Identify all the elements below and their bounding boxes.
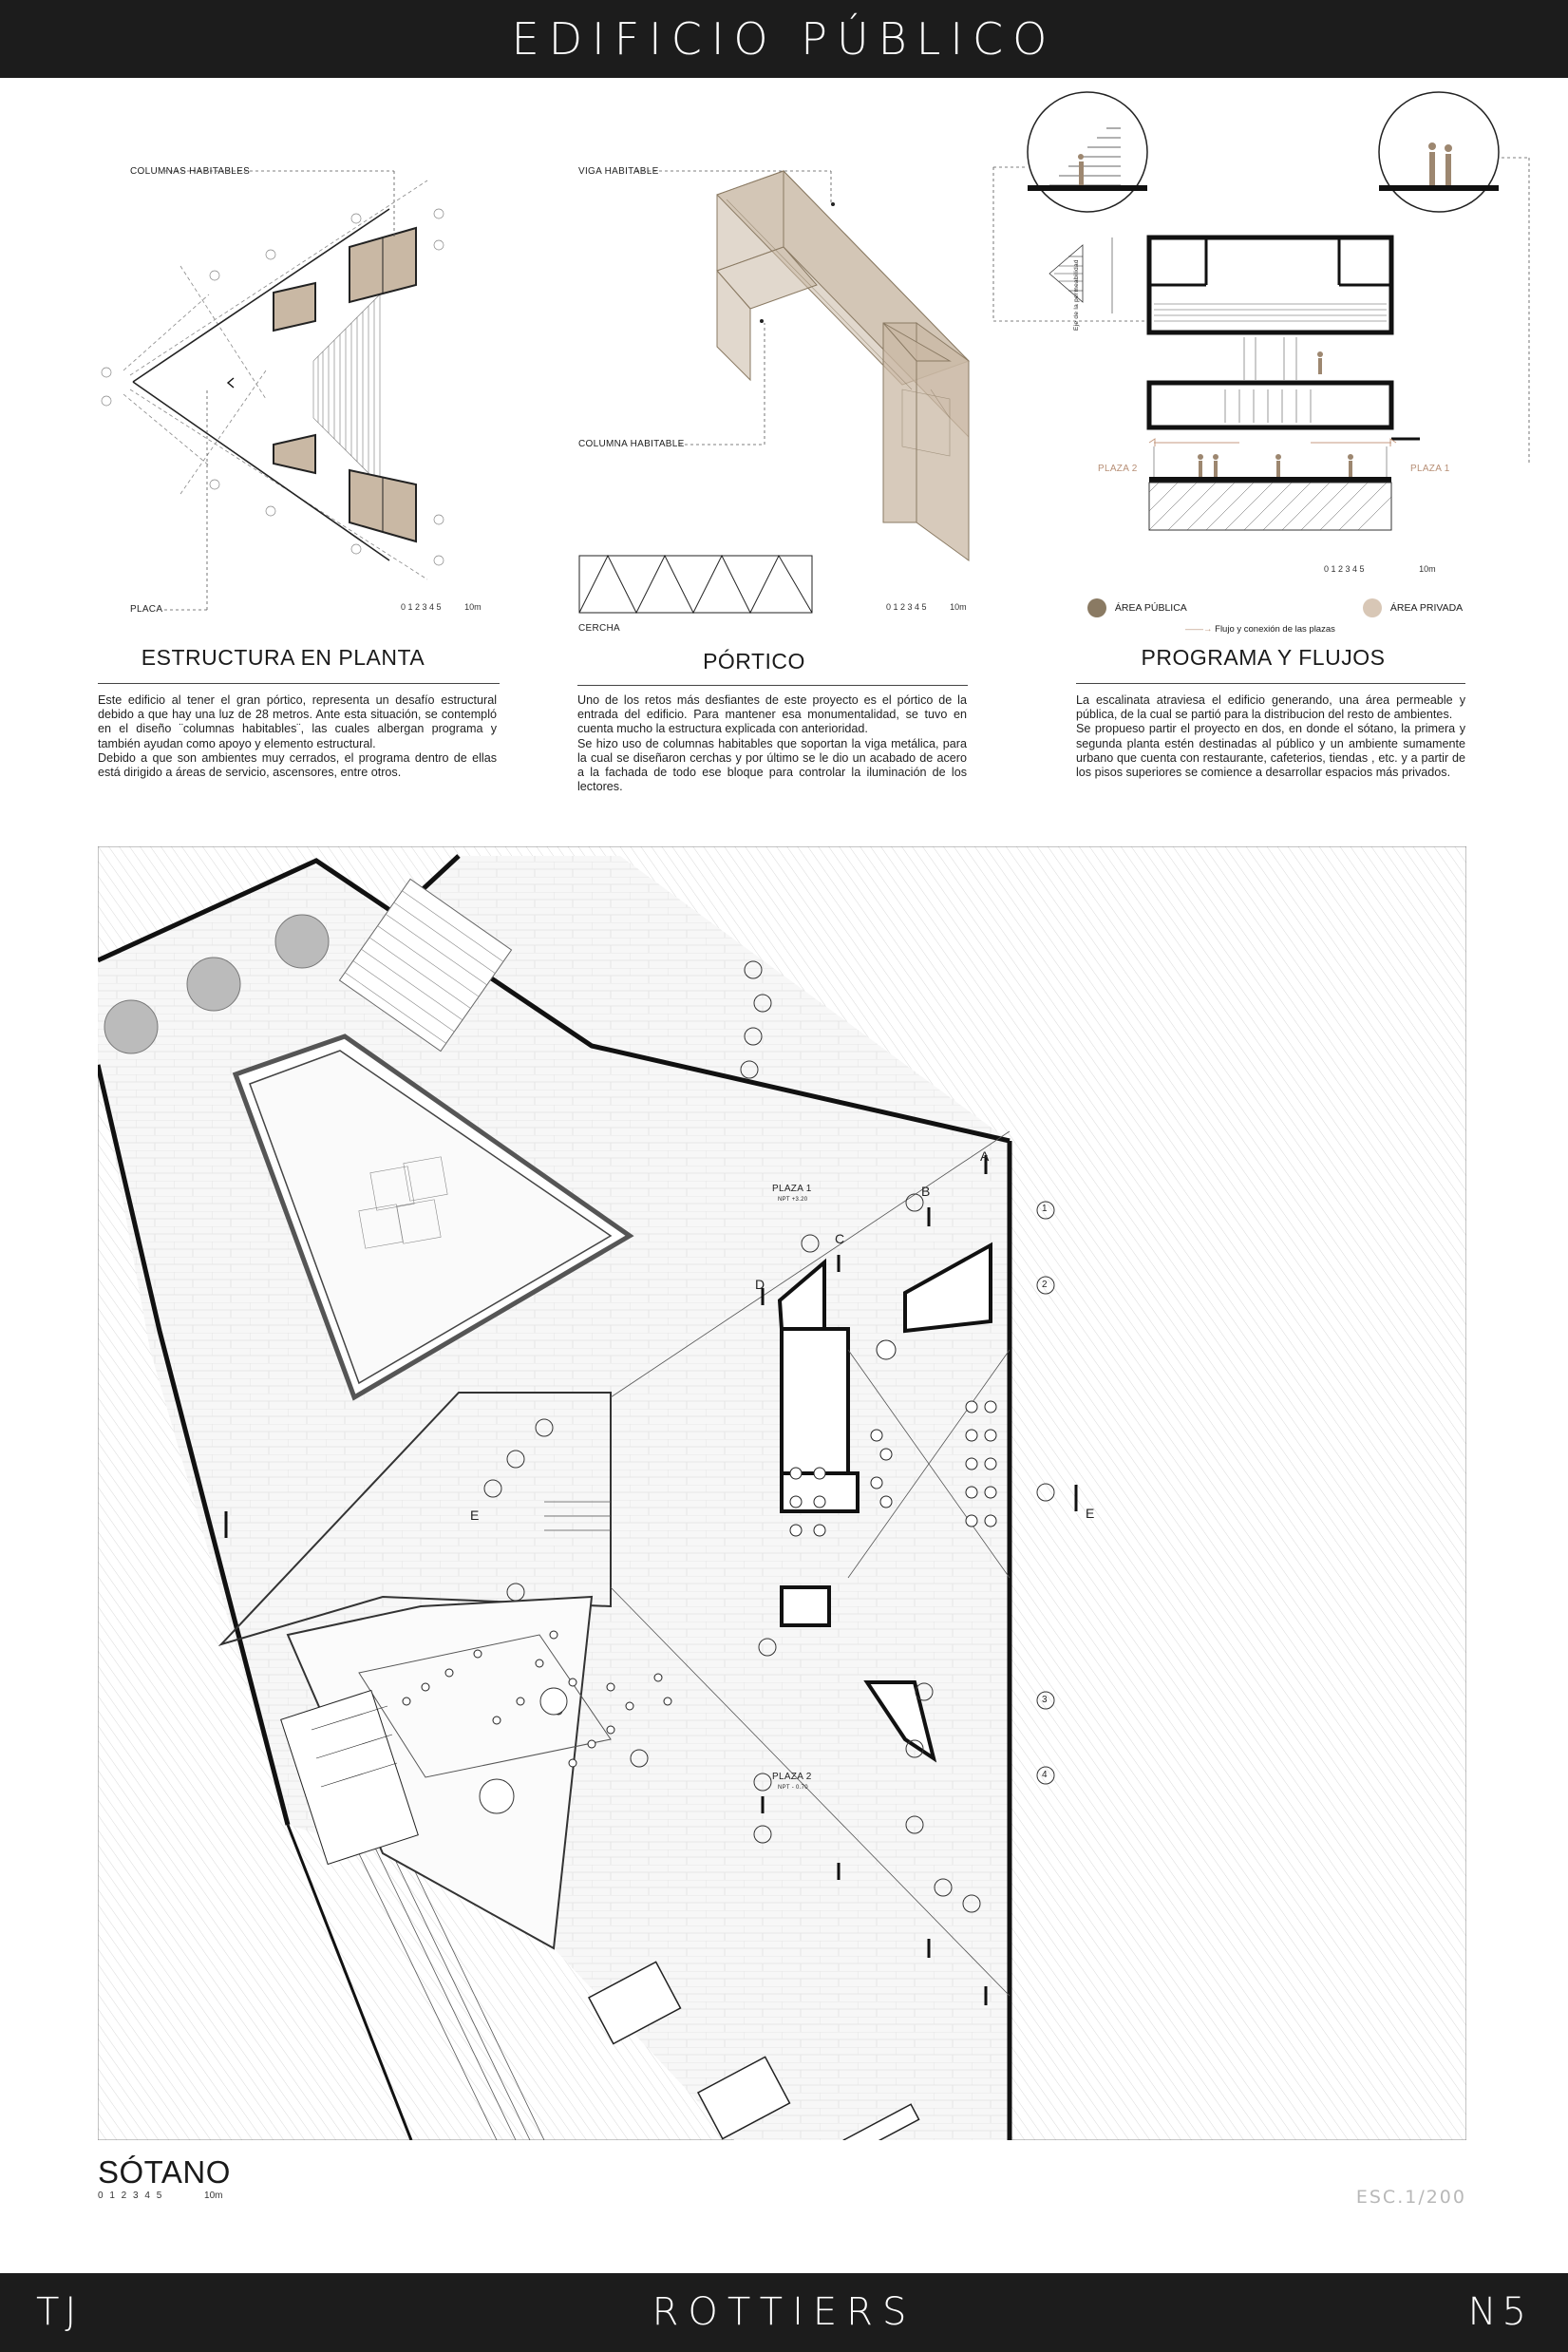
axis-label-e: E (470, 1508, 480, 1523)
scale-numbers: 0 1 2 3 4 5 (886, 602, 927, 612)
page-title: EDIFICIO PÚBLICO (511, 13, 1057, 65)
label-eje-permeabilidad: Eje de la permeabilidad (1073, 259, 1080, 331)
footer-bar (0, 2273, 1568, 2352)
label-cercha: CERCHA (578, 623, 621, 634)
plaza2-label: PLAZA 2 (772, 1772, 812, 1782)
axis-label-b: B (921, 1184, 931, 1199)
estructura-panel (95, 142, 541, 636)
estructura-diagram (95, 142, 541, 636)
scale-unit: 10m (204, 2191, 223, 2201)
programa-rule (1076, 683, 1465, 684)
axis-number-2: 2 (1042, 1280, 1048, 1290)
axis-number-1: 1 (1042, 1204, 1048, 1214)
plaza1-label: PLAZA 1 (772, 1184, 812, 1194)
programa-title: PROGRAMA Y FLUJOS (1141, 645, 1386, 670)
portico-text-p2: Se hizo uso de columnas habitables que soportan la viga metálica, para la cual se diseñaron cerchas y por último se le dio un acabado de acero a la fachada de todo ese bloque para controlar la iluminación de los lectores. (577, 736, 967, 794)
area-privada-label: ÁREA PRIVADA (1389, 602, 1464, 614)
portico-rule (577, 685, 968, 686)
estructura-scale (401, 602, 482, 612)
flujo-arrow-icon: ——→ (1185, 624, 1213, 635)
estructura-text-p1: Este edificio al tener el gran pórtico, representa un desafío estructural debido a que hay una luz de 28 metros. Ante esta situación, se contempló en el diseño ¨columnas habitables¨, las cuales albergan programa y también ayudan como apoyo y elemento estructural. (98, 693, 497, 750)
area-publica-label: ÁREA PÚBLICA (1114, 602, 1187, 614)
axis-label-d: D (755, 1277, 765, 1292)
estructura-rule (98, 683, 500, 684)
legend-area-privada (1363, 598, 1463, 617)
label-plaza-2: PLAZA 2 (1098, 464, 1138, 474)
footer-left: TJ (36, 2290, 83, 2334)
label-columnas-habitables: COLUMNAS HABITABLES (130, 166, 251, 177)
estructura-text (98, 693, 497, 780)
plaza2-level: NPT - 0.70 (778, 1785, 808, 1791)
legend-area-publica (1087, 598, 1187, 617)
portico-diagram (570, 142, 997, 646)
scale-unit: 10m (464, 602, 482, 612)
plan-title: SÓTANO (98, 2154, 231, 2190)
scale-unit: 10m (950, 602, 967, 612)
portico-panel (570, 142, 997, 646)
sotano-plan (98, 846, 1466, 2140)
portico-text (577, 693, 967, 794)
sotano-plan-drawing (98, 846, 1466, 2140)
estructura-title: ESTRUCTURA EN PLANTA (141, 645, 425, 670)
estructura-text-p2: Debido a que son ambientes muy cerrados, el programa dentro de ellas está dirigido a áreas de servicio, ascensores, entre otros. (98, 750, 497, 780)
portico-title: PÓRTICO (703, 649, 805, 673)
axis-label-a: A (980, 1148, 990, 1164)
programa-diagram (988, 85, 1539, 636)
legend-flujo (1185, 624, 1335, 635)
axis-number-4: 4 (1042, 1770, 1048, 1780)
programa-scale (1324, 564, 1436, 574)
programa-text-p1: La escalinata atraviesa el edificio generando, una área permeable y pública, de la cual se partió para la distribucion del resto de ambientes. (1076, 693, 1465, 722)
footer-center: ROTTIERS (652, 2290, 916, 2334)
programa-text-p2: Se propueso partir el proyecto en dos, en donde el sótano, la primera y segunda planta estén destinadas al público y un ambiente sumamente urbano que cuenta con restaurante, cafeterios, tiendas , etc. y a partir de los pisos superiores se comience a desarrollar espacios más privados. (1076, 722, 1465, 780)
plaza1-level: NPT +3.20 (778, 1197, 808, 1203)
plan-scale (98, 2191, 223, 2201)
area-publica-swatch (1087, 598, 1106, 617)
scale-numbers: 0 1 2 3 4 5 (98, 2191, 164, 2201)
programa-panel (988, 85, 1539, 636)
portico-scale (886, 602, 967, 612)
footer-right: N5 (1467, 2290, 1532, 2334)
label-plaza-1: PLAZA 1 (1410, 464, 1450, 474)
scale-unit: 10m (1419, 564, 1436, 574)
programa-text (1076, 693, 1465, 780)
label-columna-habitable: COLUMNA HABITABLE (578, 439, 685, 449)
scale-numbers: 0 1 2 3 4 5 (401, 602, 442, 612)
header-bar (0, 0, 1568, 78)
area-privada-swatch (1363, 598, 1382, 617)
axis-label-e-right: E (1086, 1506, 1095, 1521)
flujo-label: Flujo y conexión de las plazas (1215, 624, 1335, 635)
portico-text-p1: Uno de los retos más desfiantes de este proyecto es el pórtico de la entrada del edificio. Para mantener esa monumentalidad, se tuvo en cuenta mucho la estructura explicada con anterioridad. (577, 693, 967, 736)
scale-numbers: 0 1 2 3 4 5 (1324, 564, 1365, 574)
drawing-scale-label: ESC.1/200 (1355, 2187, 1466, 2208)
axis-label-c: C (835, 1231, 845, 1246)
axis-number-3: 3 (1042, 1695, 1048, 1705)
label-viga-habitable: VIGA HABITABLE (578, 166, 659, 177)
label-placa: PLACA (130, 604, 163, 615)
